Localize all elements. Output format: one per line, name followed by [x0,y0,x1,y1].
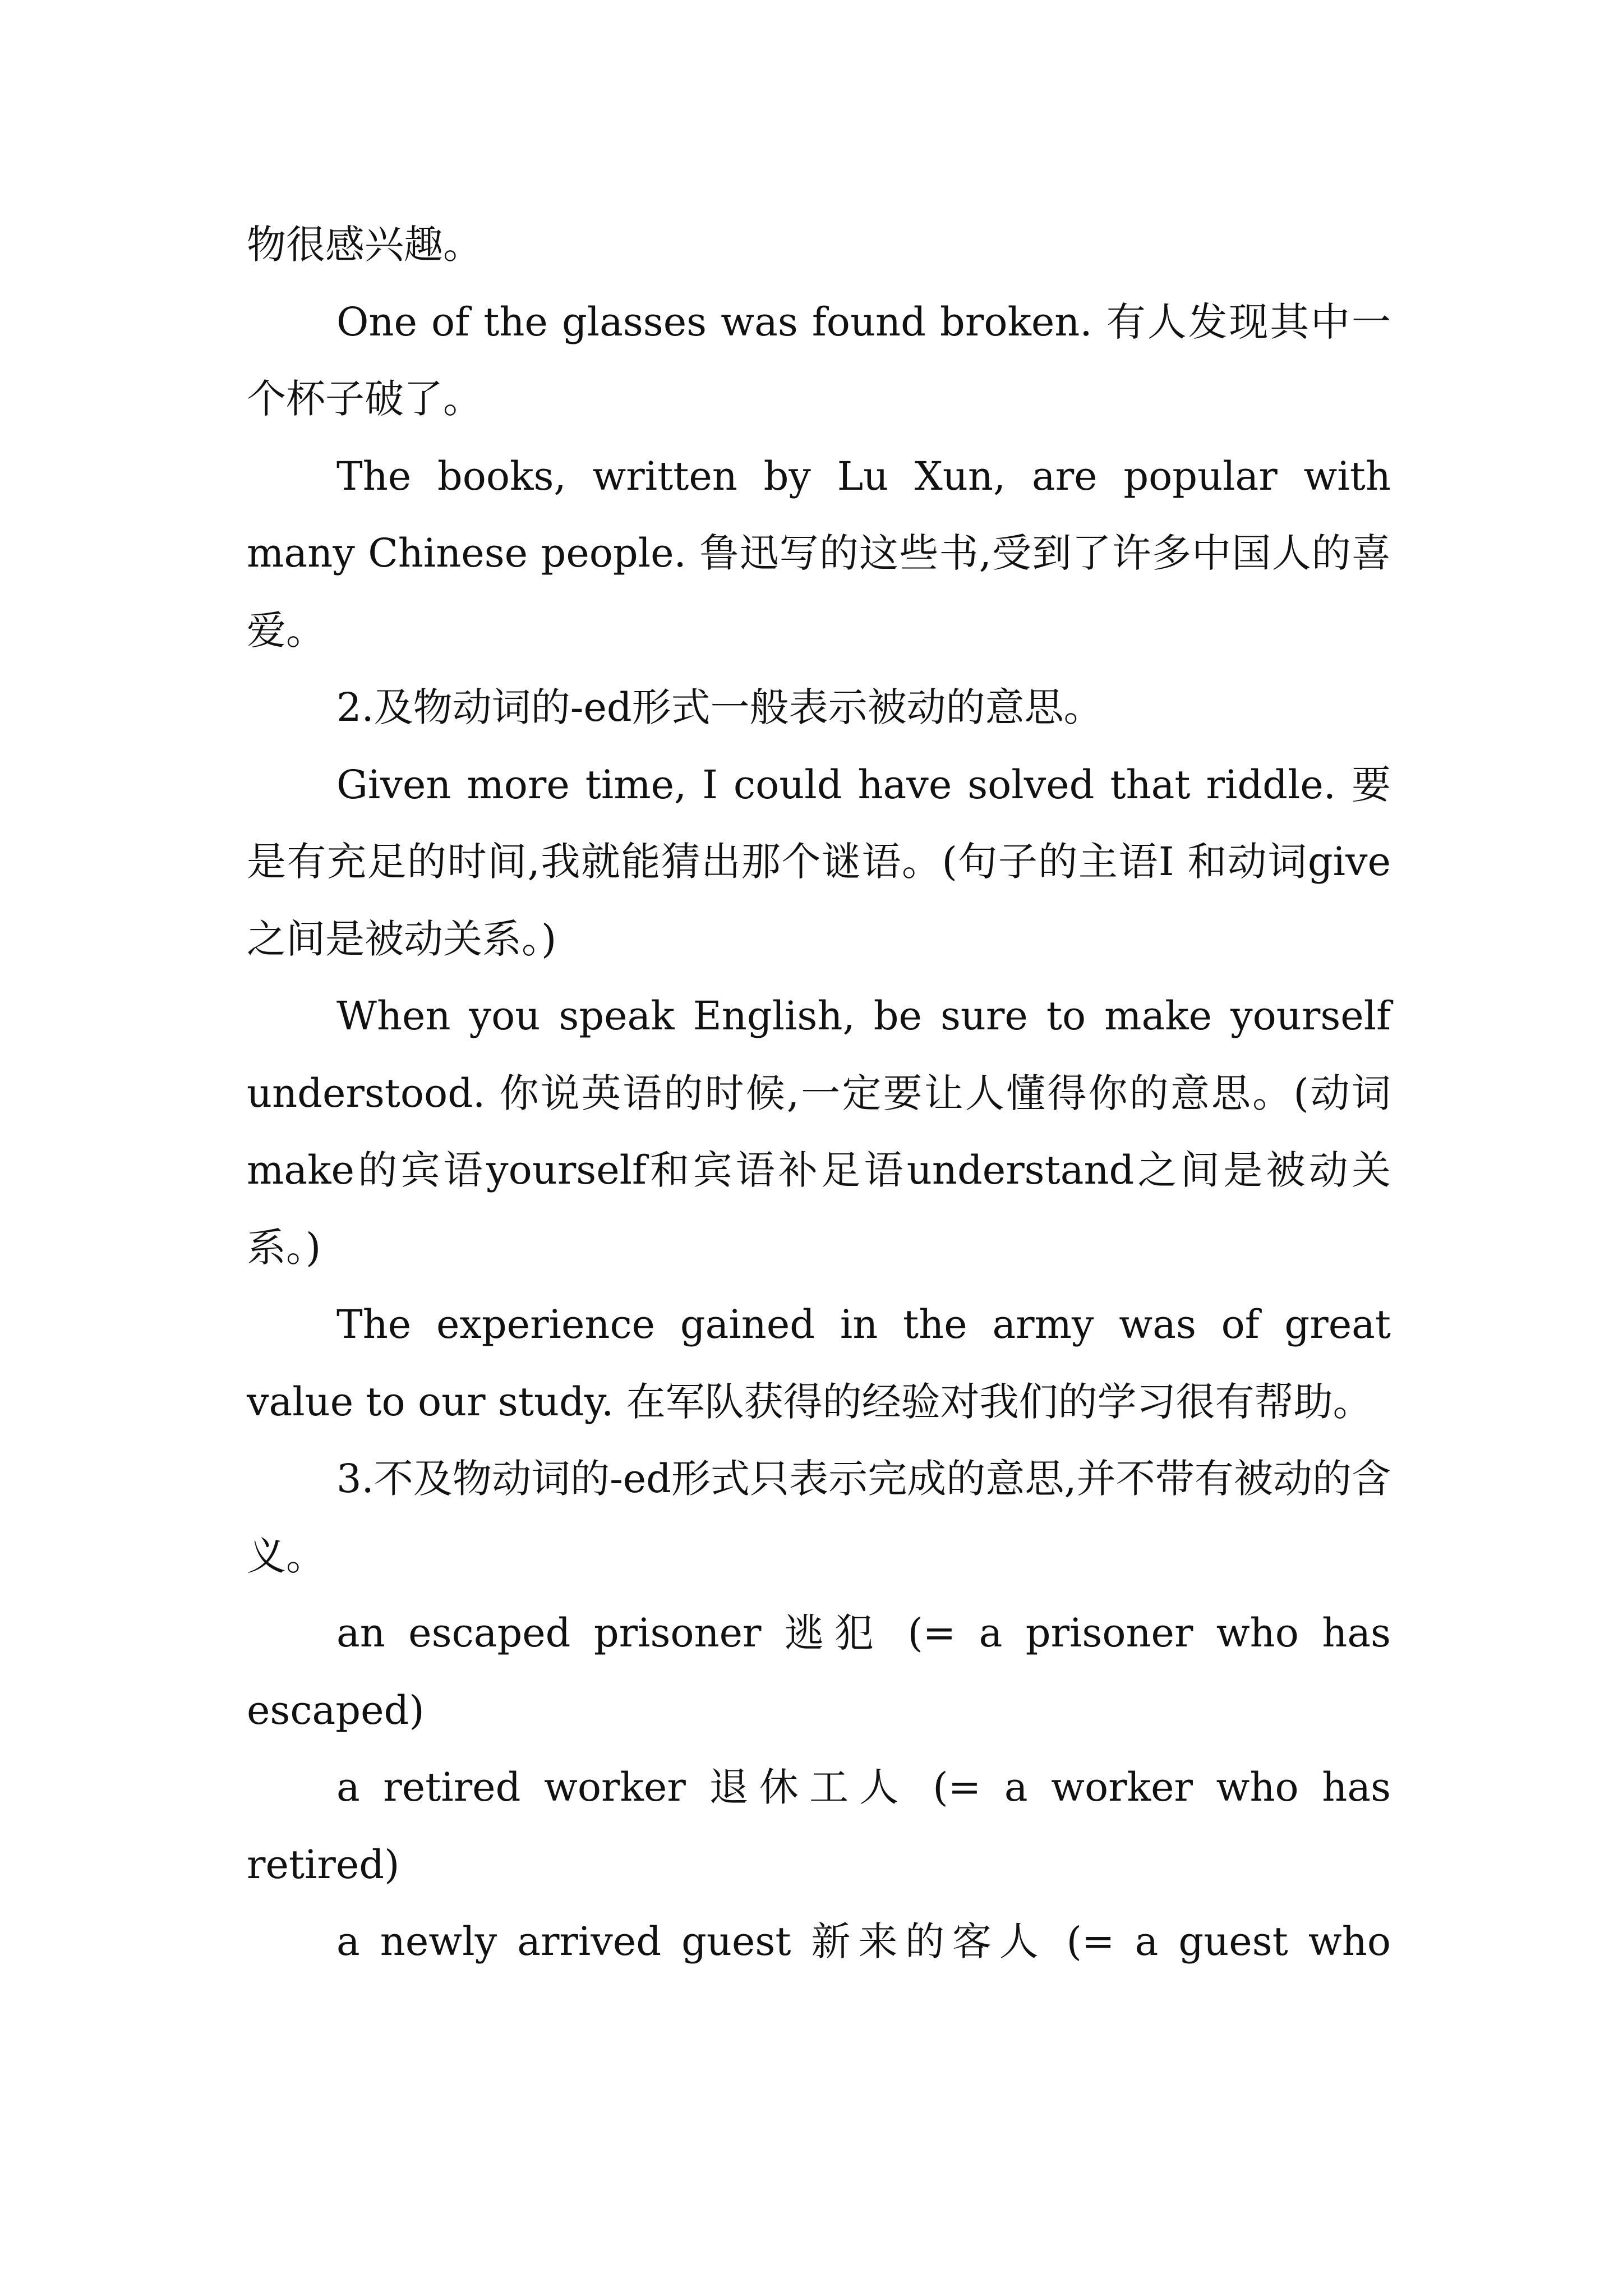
example-experience-gained: The experience gained in the army was of great value to our study. 在军队获得的经验对我们的学习很有帮助。 [247,1301,1391,1425]
rule-2-heading: 2.及物动词的-ed形式一般表示被动的意思。 [336,684,1103,730]
example-escaped-prisoner: an escaped prisoner 逃犯 (= a prisoner who has escaped) [247,1610,1391,1733]
example-newly-arrived-guest: a newly arrived guest 新来的客人 (= a guest who [336,1918,1391,1964]
document-page [247,206,1391,1981]
example-lu-xun-books: The books, written by Lu Xun, are popular with many Chinese people. 鲁迅写的这些书,受到了许多中国人的喜爱。 [247,453,1391,654]
rule-3-heading: 3.不及物动词的-ed形式只表示完成的意思,并不带有被动的含义。 [247,1456,1391,1579]
example-given-more-time: Given more time, I could have solved that riddle. 要是有充足的时间,我就能猜出那个谜语。(句子的主语I 和动词give之间是被动关系。) [247,761,1391,962]
example-make-yourself-understood: When you speak English, be sure to make yourself understood. 你说英语的时候,一定要让人懂得你的意思。(动词make的宾语yourself和宾语补足语understand之间是被动关系。) [247,993,1391,1271]
example-retired-worker: a retired worker 退休工人 (= a worker who has retired) [247,1764,1391,1888]
paragraph-continuation: 物很感兴趣。 [247,222,482,268]
example-glasses-broken: One of the glasses was found broken. 有人发现其中一个杯子破了。 [247,298,1391,422]
